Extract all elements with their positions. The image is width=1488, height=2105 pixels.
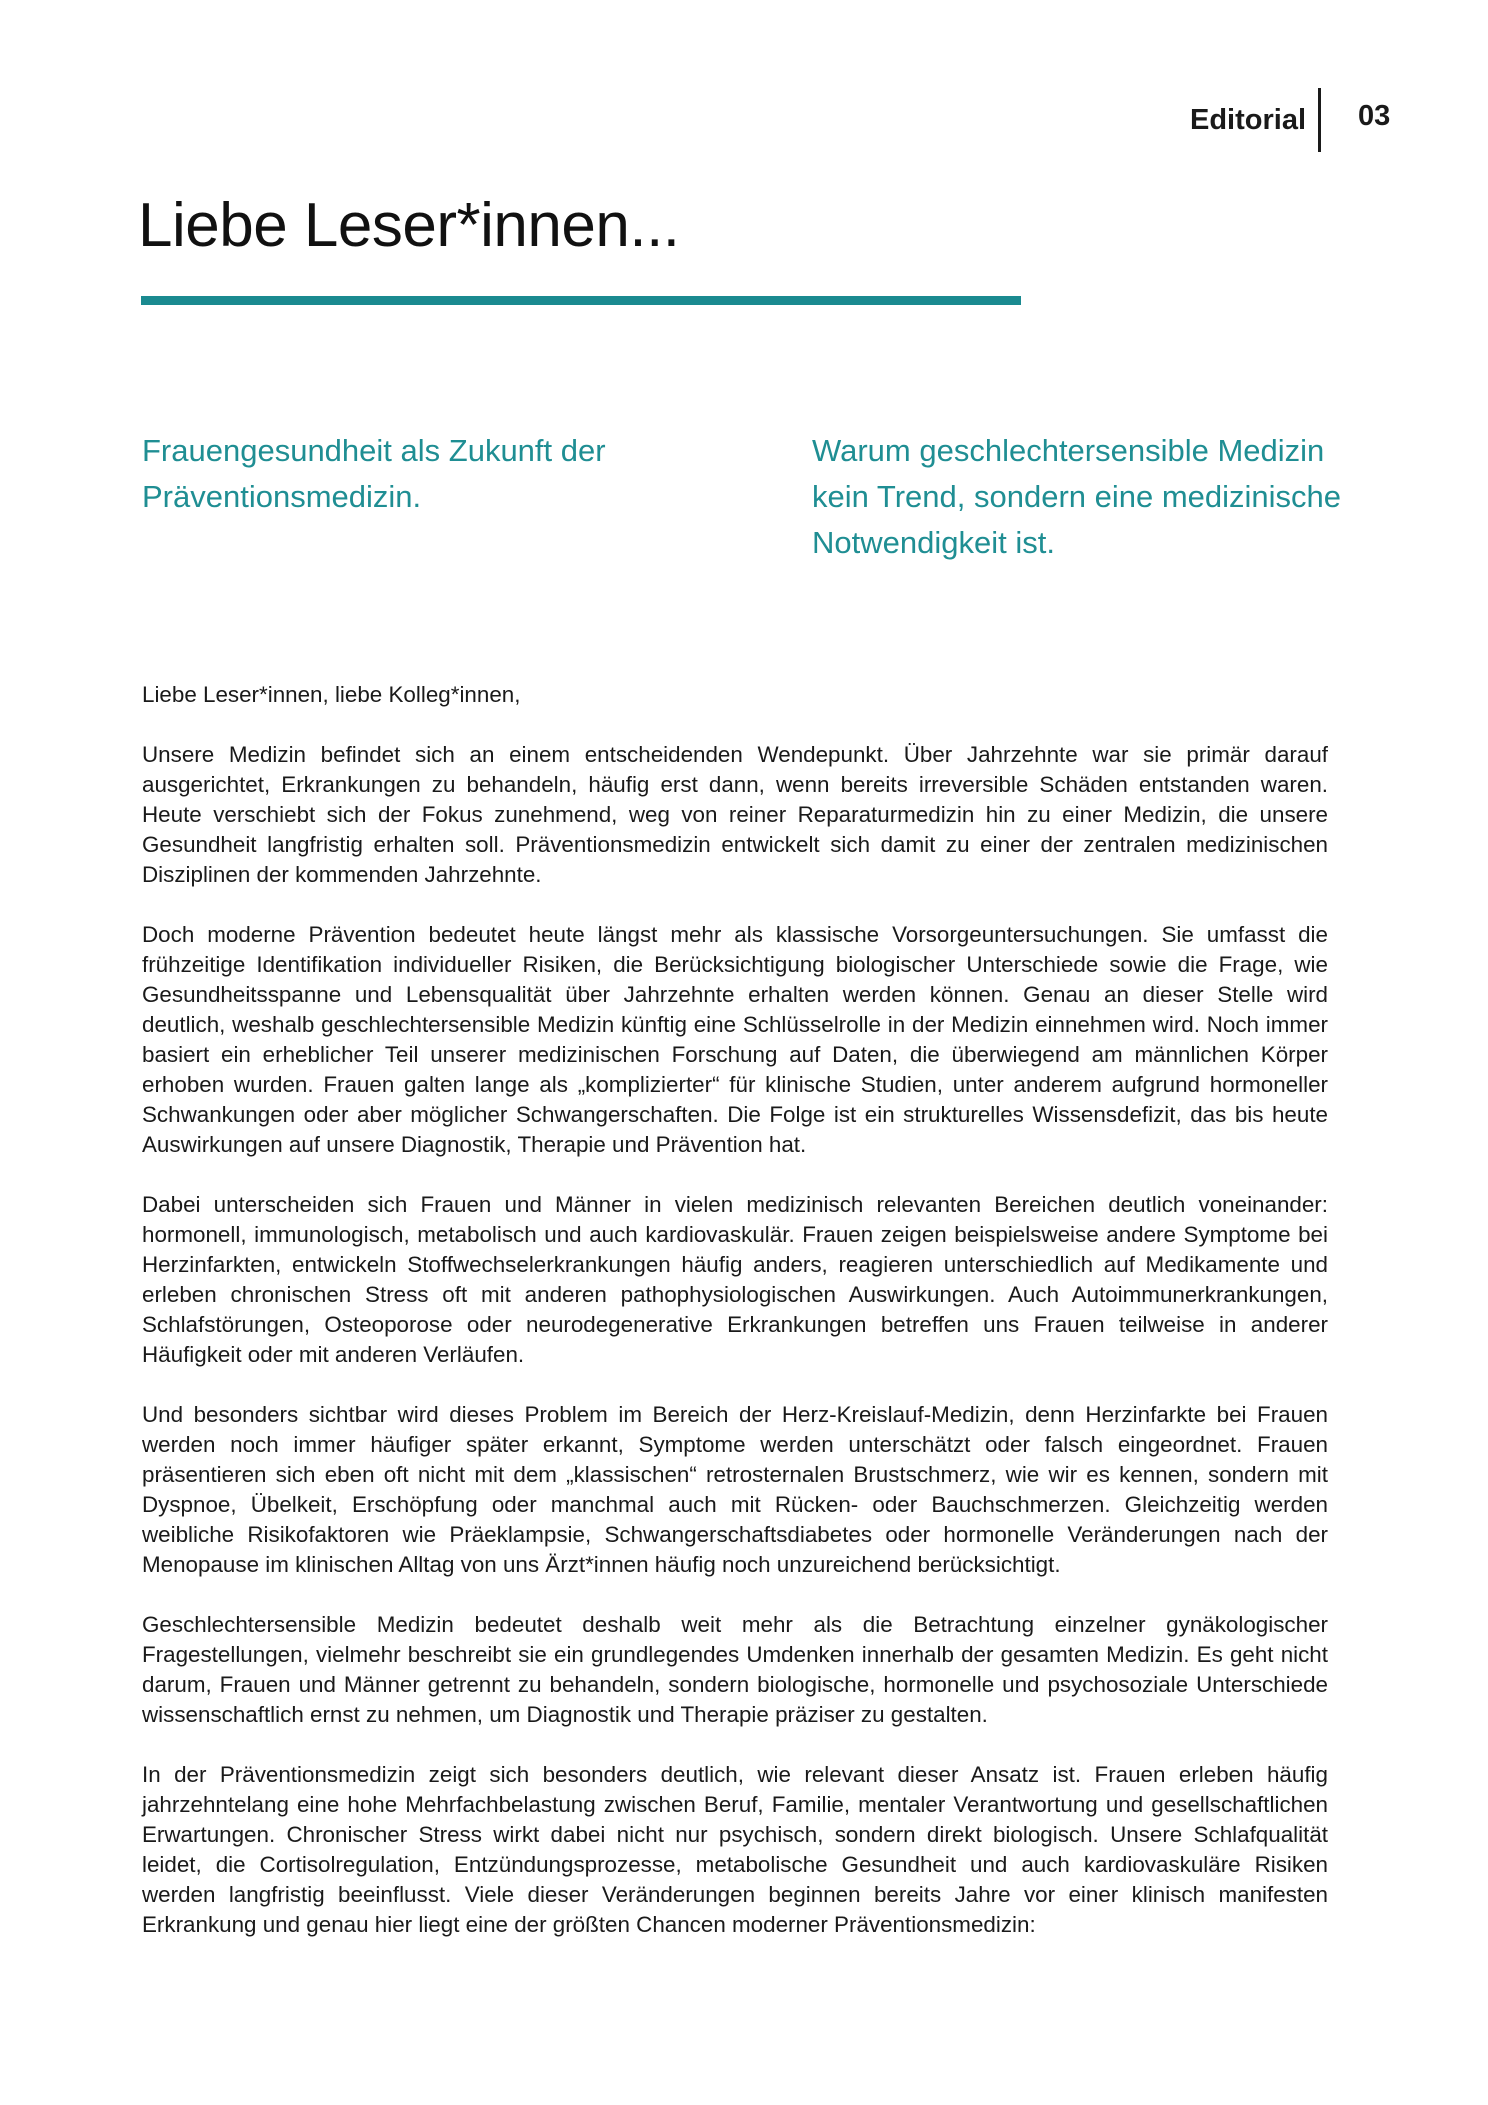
- body-paragraph-5: Geschlechtersensible Medizin bedeutet deshalb weit mehr als die Betrachtung einzelner gynäkologischer Fragestellungen, vielmehr beschreibt sie ein grundlegendes Umdenken innerhalb der gesamten Medizin. Es geht nicht darum, Frauen und Männer getrennt zu behandeln, sondern biologische, hormonelle und psychosoziale Unterschiede wissenschaftlich ernst zu nehmen, um Diagnostik und Therapie präziser zu gestalten.: [142, 1612, 1328, 1727]
- body-paragraph-6: In der Präventionsmedizin zeigt sich besonders deutlich, wie relevant dieser Ansatz ist. Frauen erleben häufig jahrzehntelang eine hohe Mehrfachbelastung zwischen Beruf, Familie, mentaler Verantwortung und gesellschaftlichen Erwartungen. Chronischer Stress wirkt dabei nicht nur psychisch, sondern direkt biologisch. Unsere Schlafqualität leidet, die Cortisolregulation, Entzündungsprozesse, metabolische Gesundheit und auch kardiovaskuläre Risiken werden langfristig beeinflusst. Viele dieser Veränderungen beginnen bereits Jahre vor einer klinisch manifesten Erkrankung und genau hier liegt eine der größten Chancen moderner Präventionsmedizin:: [142, 1762, 1328, 1937]
- subhead-right: Warum geschlechtersensible Medizin kein Trend, sondern eine medizinische Notwendigkeit ist.: [812, 433, 1342, 560]
- page-title: Liebe Leser*innen...: [138, 191, 680, 260]
- section-label: Editorial: [1190, 104, 1307, 136]
- body-paragraph-2: Doch moderne Prävention bedeutet heute längst mehr als klassische Vorsorgeuntersuchungen. Sie umfasst die frühzeitige Identifikation individueller Risiken, die Berücksichtigung biologischer Unterschiede sowie die Frage, wie Gesundheitsspanne und Lebensqualität über Jahrzehnte erhalten werden können. Genau an dieser Stelle wird deutlich, weshalb geschlechtersensible Medizin künftig eine Schlüsselrolle in der Medizin einnehmen wird. Noch immer basiert ein erheblicher Teil unserer medizinischen Forschung auf Daten, die überwiegend am männlichen Körper erhoben wurden. Frauen galten lange als „komplizierter“ für klinische Studien, unter anderem aufgrund hormoneller Schwankungen oder aber möglicher Schwangerschaften. Die Folge ist ein strukturelles Wissensdefizit, das bis heute Auswirkungen auf unsere Diagnostik, Therapie und Prävention hat.: [142, 922, 1328, 1157]
- subhead-left: Frauengesundheit als Zukunft der Präventionsmedizin.: [142, 433, 606, 514]
- header-divider: [1318, 88, 1321, 152]
- salutation: Liebe Leser*innen, liebe Kolleg*innen,: [142, 682, 521, 707]
- body-paragraph-4: Und besonders sichtbar wird dieses Problem im Bereich der Herz-Kreislauf-Medizin, denn Herzinfarkte bei Frauen werden noch immer häufiger später erkannt, Symptome werden unterschätzt oder falsch eingeordnet. Frauen präsentieren sich eben oft nicht mit dem „klassischen“ retrosternalen Brustschmerz, wie wir es kennen, sondern mit Dyspnoe, Übelkeit, Erschöpfung oder manchmal auch mit Rücken- oder Bauchschmerzen. Gleichzeitig werden weibliche Risikofaktoren wie Präeklampsie, Schwangerschaftsdiabetes oder hormonelle Veränderungen nach der Menopause im klinischen Alltag von uns Ärzt*innen häufig noch unzureichend berücksichtigt.: [142, 1402, 1328, 1577]
- title-rule: [141, 296, 1021, 305]
- page-number: 03: [1358, 100, 1391, 132]
- body-paragraph-3: Dabei unterscheiden sich Frauen und Männer in vielen medizinisch relevanten Bereichen deutlich voneinander: hormonell, immunologisch, metabolisch und auch kardiovaskulär. Frauen zeigen beispielsweise andere Symptome bei Herzinfarkten, entwickeln Stoffwechselerkrankungen häufig anders, reagieren unterschiedlich auf Medikamente und erleben chronischen Stress oft mit anderen pathophysiologischen Auswirkungen. Auch Autoimmunerkrankungen, Schlafstörungen, Osteoporose oder neurodegenerative Erkrankungen betreffen uns Frauen teilweise in anderer Häufigkeit oder mit anderen Verläufen.: [142, 1192, 1328, 1367]
- article-body: [142, 680, 1328, 1970]
- body-paragraph-1: Unsere Medizin befindet sich an einem entscheidenden Wendepunkt. Über Jahrzehnte war sie primär darauf ausgerichtet, Erkrankungen zu behandeln, häufig erst dann, wenn bereits irreversible Schäden entstanden waren. Heute verschiebt sich der Fokus zunehmend, weg von reiner Reparaturmedizin hin zu einer Medizin, die unsere Gesundheit langfristig erhalten soll. Präventionsmedizin entwickelt sich damit zu einer der zentralen medizinischen Disziplinen der kommenden Jahrzehnte.: [142, 742, 1328, 887]
